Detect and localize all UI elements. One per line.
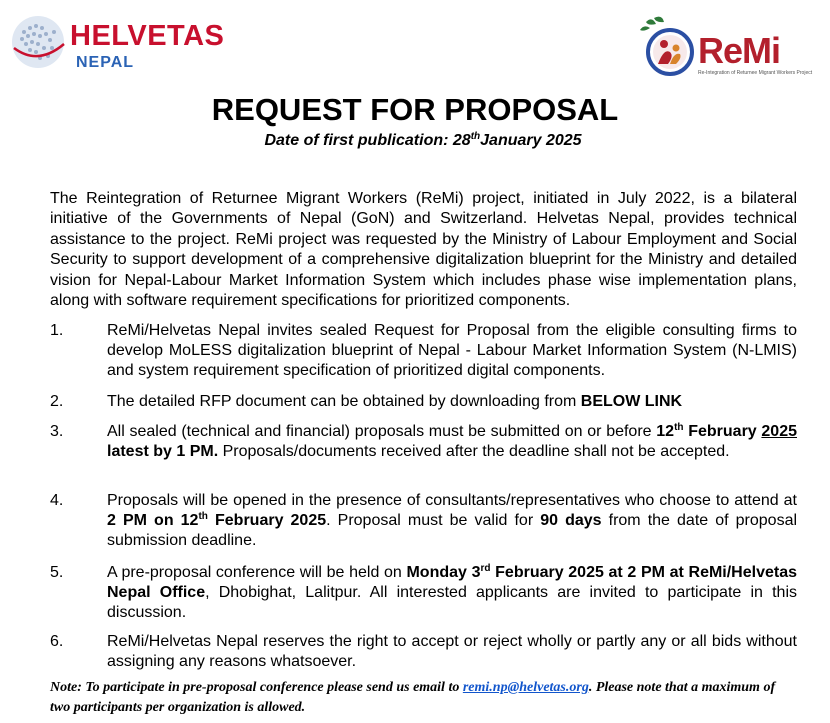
deadline-time: latest by 1 PM. — [107, 443, 219, 460]
pub-date-sup: th — [470, 131, 481, 142]
note-text: . Please note that a maximum of two participants per organization is allowed. — [50, 680, 776, 715]
item-number: 4. — [50, 492, 64, 509]
helvetas-wordmark: HELVETAS — [70, 20, 225, 52]
pub-date-prefix: Date of first publication: 28 — [264, 132, 471, 149]
below-link: BELOW LINK — [580, 393, 683, 410]
publication-date — [0, 132, 830, 150]
opening-day-sup: th — [198, 511, 208, 522]
deadline-day: 12 — [656, 423, 675, 440]
opening-date: February 2025 — [207, 512, 327, 529]
item-text-part: . Proposal must be valid for — [326, 512, 541, 529]
conference-details: February 2025 at 2 PM at ReMi/Helvetas Nepal Office — [107, 564, 798, 601]
helvetas-nepal-label: NEPAL — [76, 54, 135, 71]
deadline-month: February — [683, 423, 762, 440]
helvetas-logo — [10, 14, 240, 74]
remi-emblem-icon — [636, 14, 700, 78]
remi-tagline: Re-Integration of Returnee Migrant Workers Project — [698, 70, 813, 76]
deadline-year: 2025 — [761, 423, 797, 440]
pub-date-suffix: January 2025 — [480, 132, 582, 149]
item-text-part: from the date of proposal submission deadline. — [107, 512, 798, 549]
page-title: REQUEST FOR PROPOSAL — [211, 92, 619, 127]
intro-paragraph: The Reintegration of Returnee Migrant Workers (ReMi) project, initiated in July 2022, is a bilateral initiative of the Governments of Nepal (GoN) and Switzerland. Helvetas Nepal, provides technical assistance to the project. ReMi project was requested by the Ministry of Labour Employment and Social Security to support development of a comprehensive digitalization blueprint for the Ministry and detailed vision for Nepal-Labour Market Information System which includes phase wise implementation plans, along with software requirement specifications for prioritized components. — [50, 190, 797, 310]
remi-wordmark: ReMi — [698, 30, 781, 71]
footer-note — [50, 678, 797, 718]
validity-days: 90 days — [540, 512, 602, 529]
item-number: 3. — [50, 423, 64, 440]
conference-day: Monday 3 — [406, 564, 481, 581]
item-number: 5. — [50, 564, 64, 581]
opening-time: 2 PM on 12 — [107, 512, 199, 529]
globe-icon — [10, 14, 66, 70]
item-text-part: Proposals will be opened in the presence of consultants/representatives who choose to attend at — [107, 492, 797, 509]
remi-logo — [636, 14, 816, 80]
item-text-part: Proposals/documents received after the deadline shall not be accepted. — [218, 443, 730, 460]
deadline-day-sup: th — [674, 422, 684, 433]
item-number: 1. — [50, 322, 64, 339]
item-text-part: A pre-proposal conference will be held on — [107, 564, 407, 581]
item-text — [107, 392, 797, 412]
item-text — [107, 422, 797, 462]
item-text-part: All sealed (technical and financial) proposals must be submitted on or before — [107, 423, 657, 440]
item-text: ReMi/Helvetas Nepal reserves the right to accept or reject wholly or partly any or all bids without assigning any reasons whatsoever. — [107, 633, 797, 670]
item-number: 6. — [50, 633, 64, 650]
note-text: Note: To participate in pre-proposal conference please send us email to — [50, 680, 463, 695]
item-text-part: , Dhobighat, Lalitpur. All interested applicants are invited to participate in this discussion. — [107, 584, 798, 621]
item-text — [107, 563, 797, 623]
item-text-part: The detailed RFP document can be obtained by downloading from — [107, 393, 581, 410]
item-text: ReMi/Helvetas Nepal invites sealed Request for Proposal from the eligible consulting firms to develop MoLESS digitalization blueprint of Nepal - Labour Market Information System (N-LMIS) and system requirement specification of prioritized digital components. — [107, 322, 797, 379]
item-number: 2. — [50, 393, 64, 410]
item-text — [107, 491, 797, 551]
email-link[interactable]: remi.np@helvetas.org — [462, 680, 589, 695]
conference-day-sup: rd — [480, 563, 491, 574]
